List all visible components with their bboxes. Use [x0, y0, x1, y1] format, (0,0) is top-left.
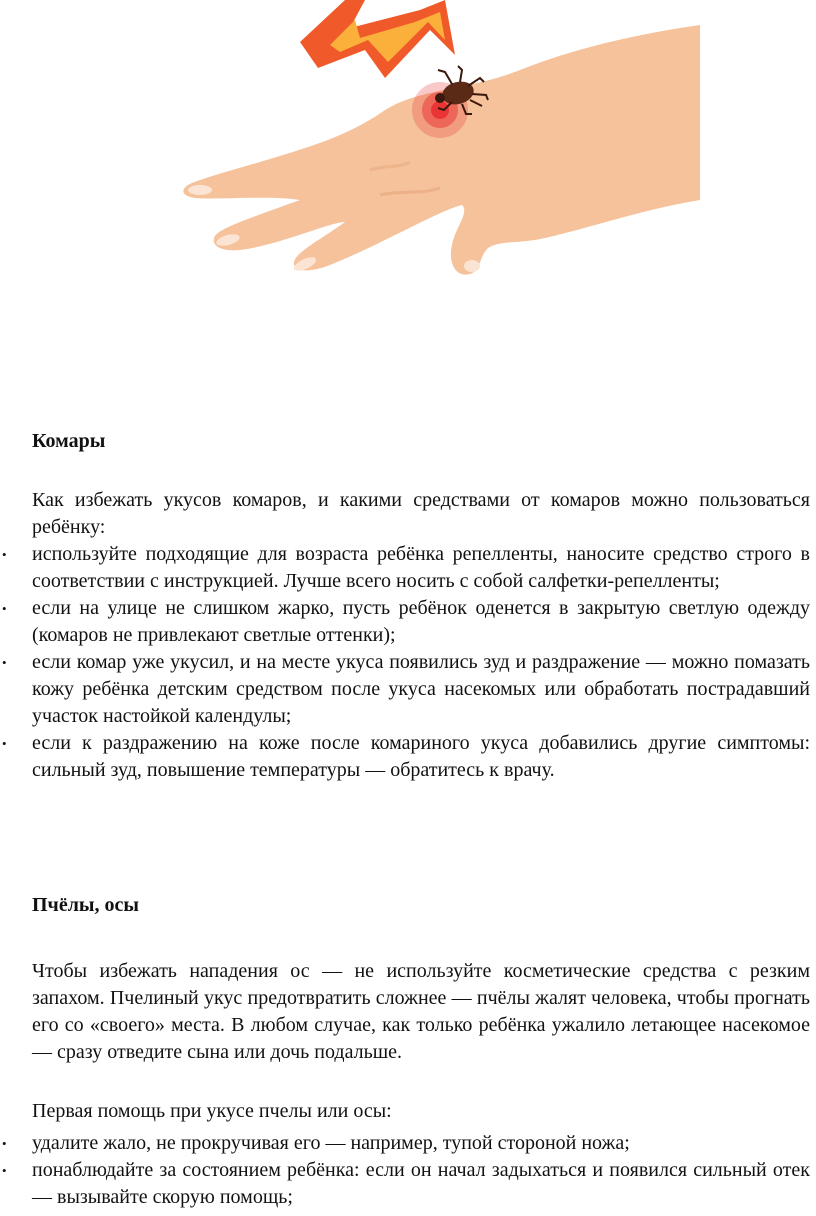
mosquitoes-list: [0, 541, 810, 784]
hand-icon: [183, 25, 700, 275]
list-item: • понаблюдайте за состоянием ребёнка: если он начал задыхаться и появился сильный отек — вызывайте скорую помощь;: [0, 1157, 810, 1211]
list-item: • используйте подходящие для возраста ребёнка репелленты, наносите средство строго в соответствии с инструкцией. Лучше всего носить с собой салфетки-репелленты;: [0, 541, 810, 595]
list-item: • если к раздражению на коже после комариного укуса добавились другие симптомы: сильный зуд, повышение температуры — обратитесь к врачу.: [0, 730, 810, 784]
section-title-bees: Пчёлы, осы: [32, 894, 140, 916]
section-title-mosquitoes: Комары: [32, 430, 106, 452]
bees-first-aid-label: Первая помощь при укусе пчелы или осы:: [32, 1100, 392, 1122]
bees-list: [0, 1130, 810, 1211]
lightning-bolt-icon: [300, 0, 455, 78]
list-item: • если комар уже укусил, и на месте укуса появились зуд и раздражение — можно помазать кожу ребёнка детским средством после укуса насекомых или обработать пострадавший участок настойкой календулы;: [0, 649, 810, 730]
bees-intro: Чтобы избежать нападения ос — не используйте косметические средства с резким запахом. Пчелиный укус предотвратить сложнее — пчёлы жалят человека, чтобы прогнать его со «своего» места. В любом случае, как только ребёнка ужалило летающее насекомое — сразу отведите сына или дочь подальше.: [32, 960, 810, 1063]
tick-bite-hand-illustration: [150, 0, 710, 290]
list-item: • удалите жало, не прокручивая его — например, тупой стороной ножа;: [0, 1130, 810, 1157]
list-item: • если на улице не слишком жарко, пусть ребёнок оденется в закрытую светлую одежду (комаров не привлекают светлые оттенки);: [0, 595, 810, 649]
mosquitoes-intro: Как избежать укусов комаров, и какими средствами от комаров можно пользоваться ребёнку:: [32, 489, 810, 538]
